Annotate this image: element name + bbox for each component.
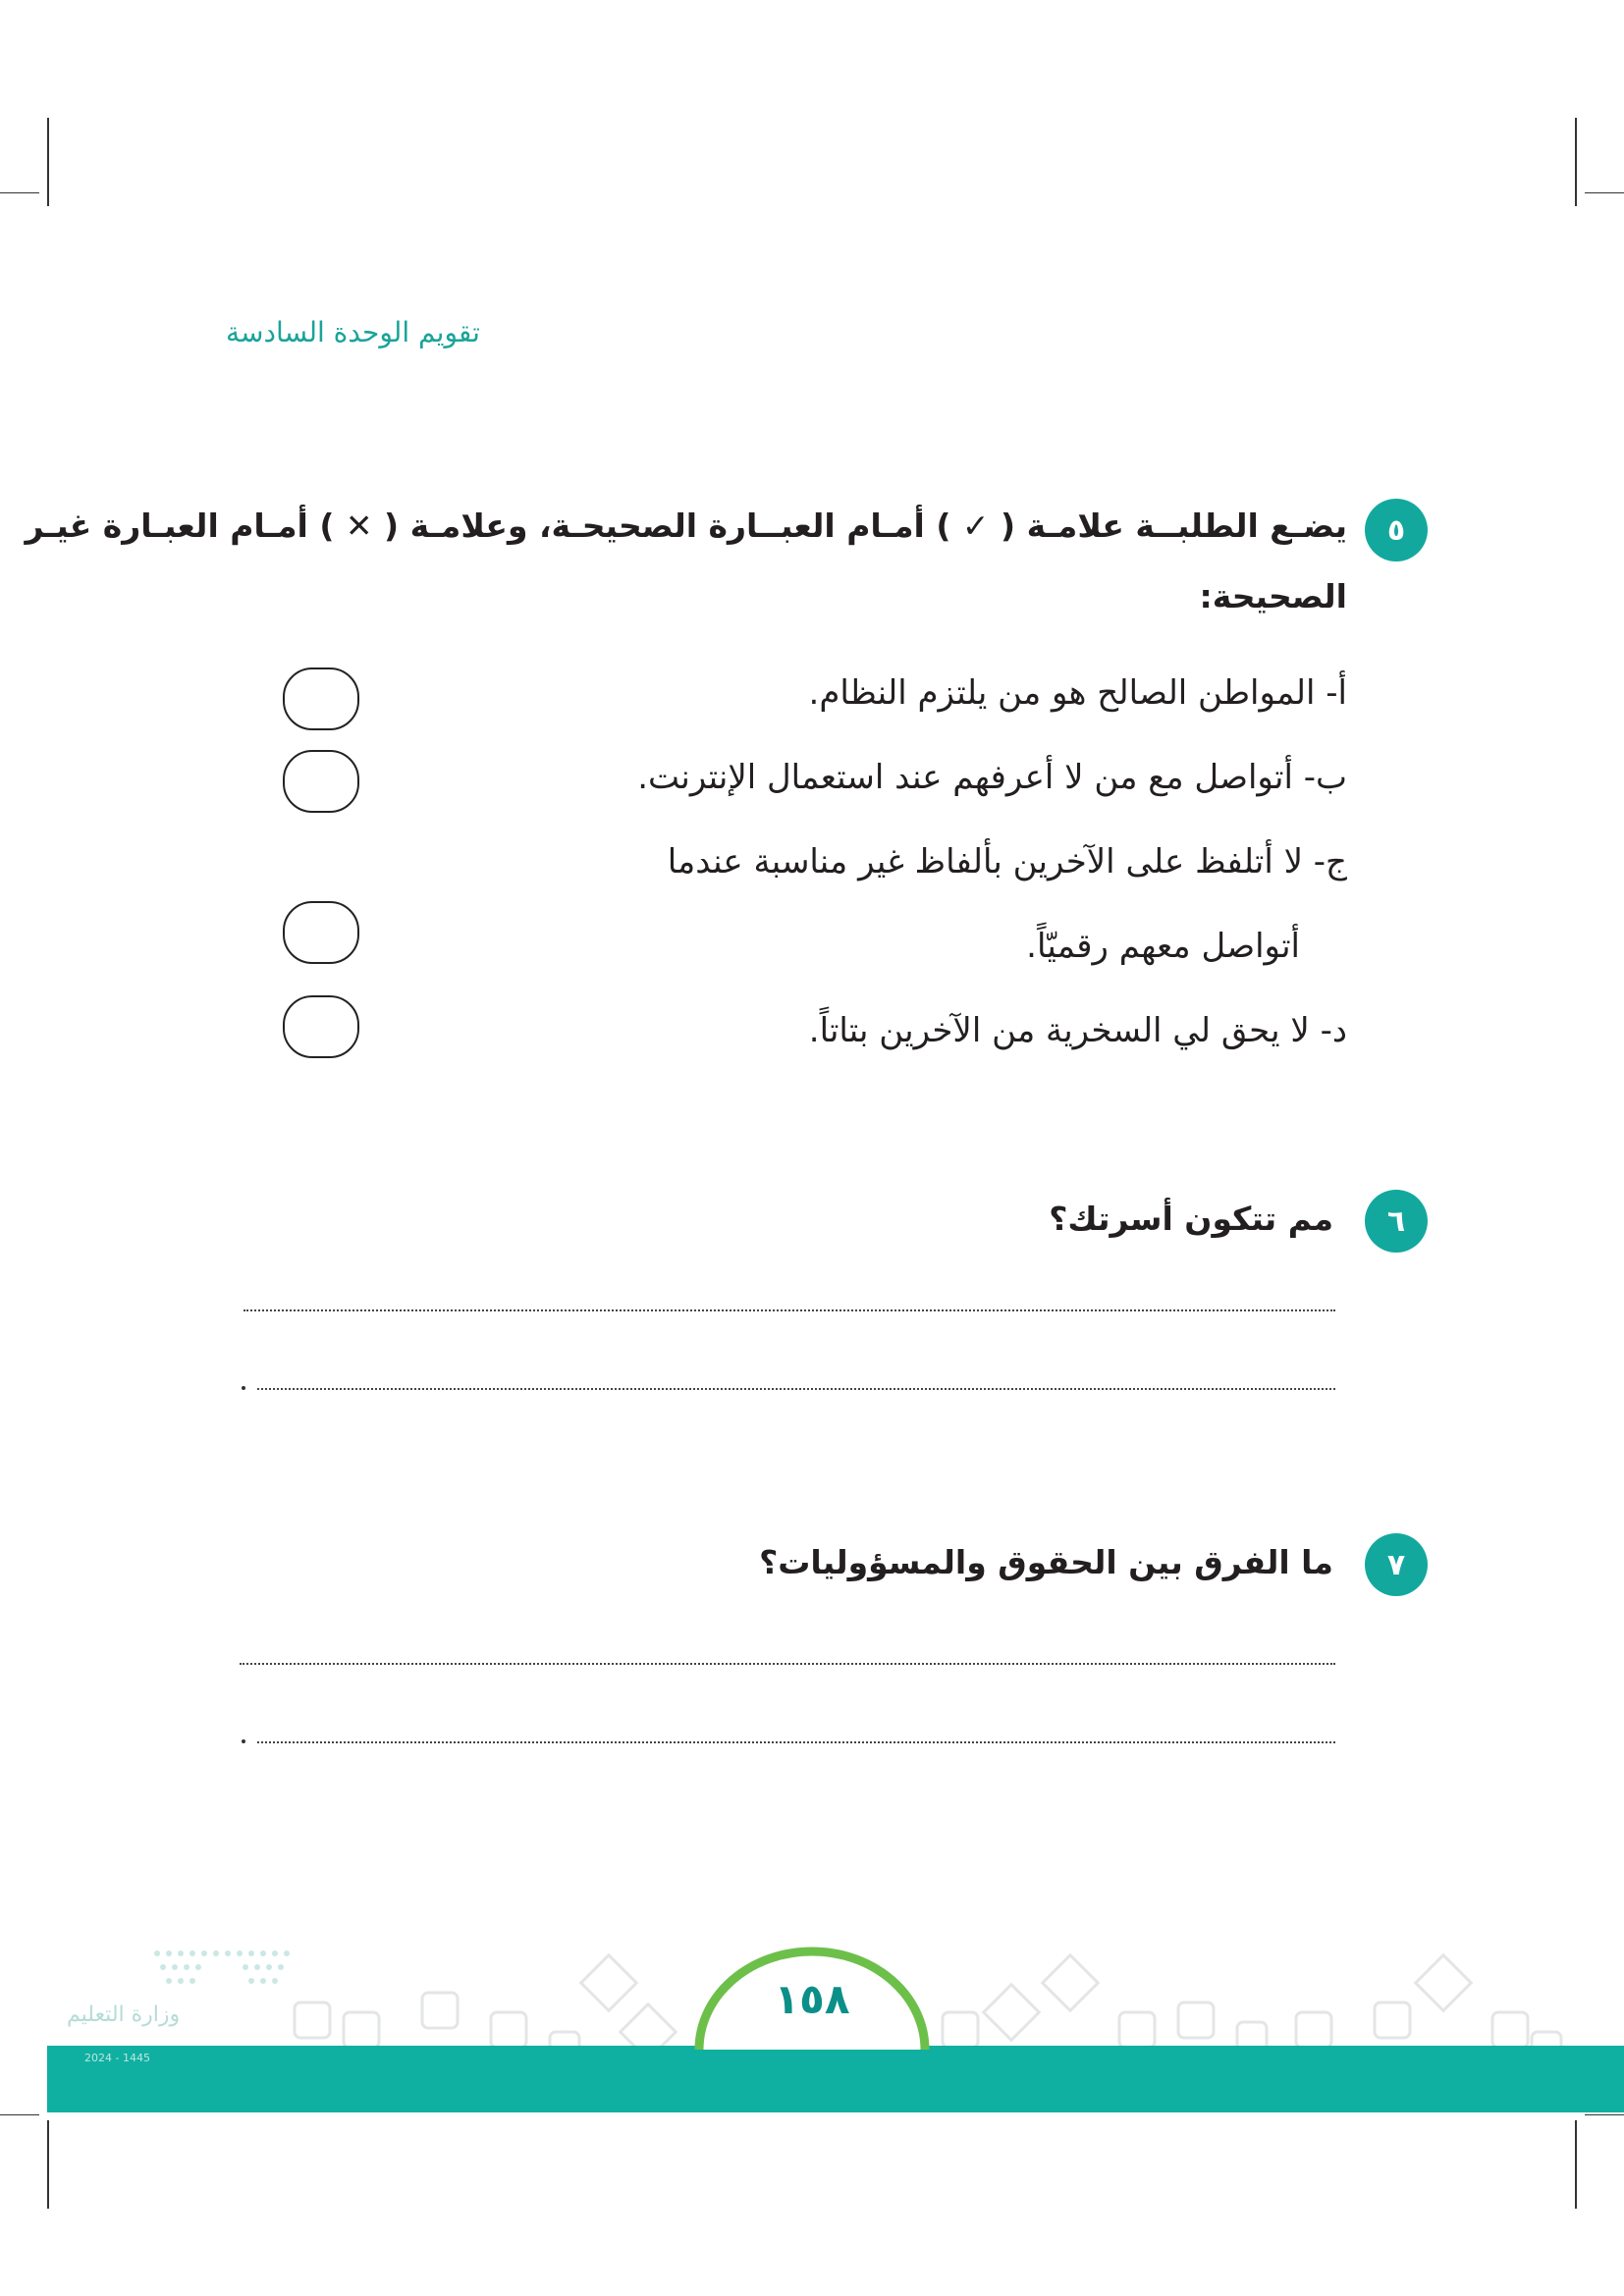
- crop-mark: [0, 192, 39, 193]
- line-end-dot: [242, 1739, 245, 1743]
- statement-c-continued: أتواصل معهم رقميّاً.: [1026, 927, 1300, 966]
- statement-c: ج- لا أتلفظ على الآخرين بألفاظ غير مناسبة عندما: [667, 842, 1347, 881]
- answer-line[interactable]: [257, 1388, 1335, 1390]
- ministry-logo-text: وزارة التعليم: [67, 2002, 181, 2027]
- answer-line[interactable]: [257, 1741, 1335, 1743]
- page-number: ١٥٨: [774, 1975, 850, 2023]
- question-5-text-line1: يضـع الطلبــة علامـة ( ✓ ) أمـام العبــارة الصحيحـة، وعلامـة ( ✕ ) أمـام العبـارة غيـر: [25, 507, 1347, 545]
- answer-box-c[interactable]: [283, 901, 359, 964]
- answer-box-a[interactable]: [283, 667, 359, 730]
- crop-mark: [1575, 118, 1577, 206]
- unit-title: تقويم الوحدة السادسة: [226, 316, 480, 348]
- answer-box-d[interactable]: [283, 995, 359, 1058]
- answer-line[interactable]: [240, 1663, 1335, 1665]
- crop-mark: [47, 2120, 49, 2209]
- crop-mark: [1585, 192, 1624, 193]
- question-number-6: ٦: [1365, 1190, 1428, 1253]
- answer-line[interactable]: [244, 1309, 1335, 1311]
- statement-b: ب- أتواصل مع من لا أعرفهم عند استعمال الإنترنت.: [637, 758, 1347, 797]
- question-5-text-line2: الصحيحة:: [1199, 577, 1347, 615]
- ministry-logo-year: 2024 - 1445: [84, 2052, 150, 2064]
- question-6-text: مم تتكون أسرتك؟: [1049, 1200, 1333, 1238]
- question-number-7: ٧: [1365, 1533, 1428, 1596]
- question-number-5: ٥: [1365, 499, 1428, 561]
- answer-box-b[interactable]: [283, 750, 359, 813]
- question-7-text: ما الفرق بين الحقوق والمسؤوليات؟: [759, 1543, 1333, 1581]
- crop-mark: [1575, 2120, 1577, 2209]
- statement-a: أ- المواطن الصالح هو من يلتزم النظام.: [808, 673, 1347, 713]
- crop-mark: [47, 118, 49, 206]
- footer-band: [47, 2046, 1624, 2112]
- statement-d: د- لا يحق لي السخرية من الآخرين بتاتاً.: [808, 1011, 1347, 1050]
- line-end-dot: [242, 1386, 245, 1390]
